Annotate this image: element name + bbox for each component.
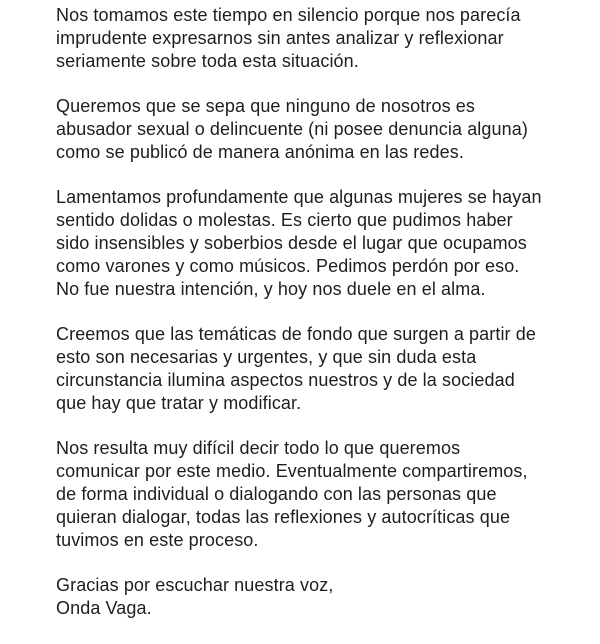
- paragraph-line: como se publicó de manera anónima en las redes.: [56, 142, 464, 162]
- statement-text: [56, 4, 596, 620]
- paragraph-line: circunstancia ilumina aspectos nuestros y de la sociedad: [56, 370, 515, 390]
- paragraph-apology: [56, 186, 596, 301]
- paragraph-line: quieran dialogar, todas las reflexiones y autocríticas que: [56, 507, 511, 527]
- signature-line: Onda Vaga.: [56, 598, 152, 618]
- paragraph-line: de forma individual o dialogando con las personas que: [56, 484, 497, 504]
- paragraph-silence: [56, 4, 596, 73]
- paragraph-communication: [56, 437, 596, 552]
- paragraph-line: que hay que tratar y modificar.: [56, 393, 302, 413]
- paragraph-line: comunicar por este medio. Eventualmente compartiremos,: [56, 461, 528, 481]
- paragraph-line: sido insensibles y soberbios desde el lugar que ocupamos: [56, 233, 527, 253]
- paragraph-line: imprudente expresarnos sin antes analizar y reflexionar: [56, 28, 504, 48]
- closing-line: Gracias por escuchar nuestra voz,: [56, 575, 334, 595]
- paragraph-line: Nos tomamos este tiempo en silencio porque nos parecía: [56, 5, 521, 25]
- paragraph-line: como varones y como músicos. Pedimos perdón por eso.: [56, 256, 520, 276]
- paragraph-reflection: [56, 323, 596, 415]
- paragraph-line: seriamente sobre toda esta situación.: [56, 51, 359, 71]
- paragraph-line: tuvimos en este proceso.: [56, 530, 259, 550]
- signoff-block: [56, 574, 596, 620]
- paragraph-line: Nos resulta muy difícil decir todo lo que queremos: [56, 438, 461, 458]
- paragraph-line: Creemos que las temáticas de fondo que surgen a partir de: [56, 324, 536, 344]
- paragraph-denial: [56, 95, 596, 164]
- paragraph-line: Lamentamos profundamente que algunas mujeres se hayan: [56, 187, 542, 207]
- paragraph-line: No fue nuestra intención, y hoy nos duele en el alma.: [56, 279, 486, 299]
- paragraph-line: abusador sexual o delincuente (ni posee denuncia alguna): [56, 119, 528, 139]
- paragraph-line: Queremos que se sepa que ninguno de nosotros es: [56, 96, 475, 116]
- paragraph-line: esto son necesarias y urgentes, y que sin duda esta: [56, 347, 477, 367]
- paragraph-line: sentido dolidas o molestas. Es cierto que pudimos haber: [56, 210, 513, 230]
